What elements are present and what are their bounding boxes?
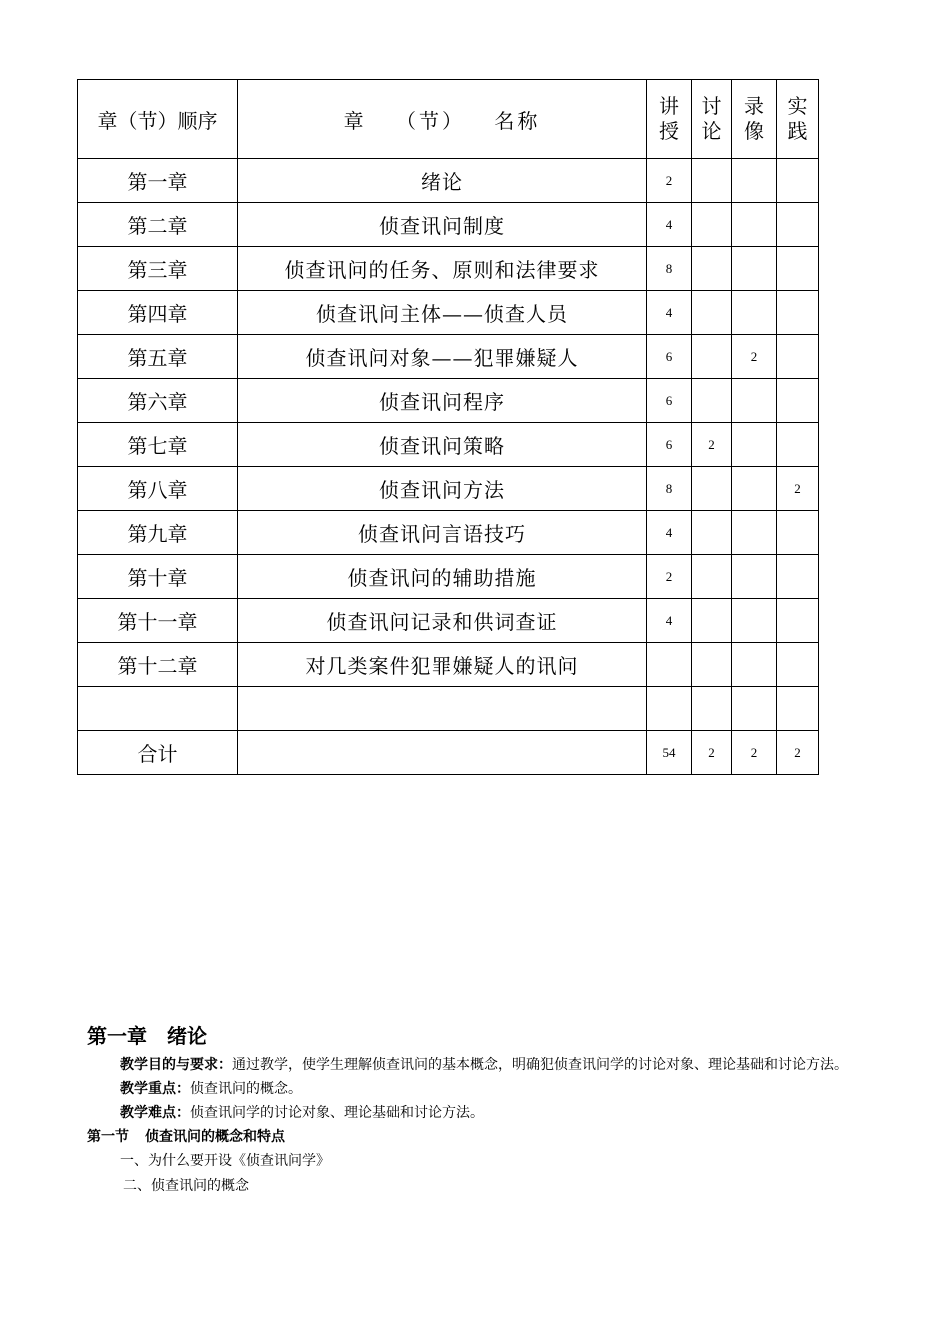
cell-lecture-hours: 4 — [647, 291, 692, 335]
cell-discussion-hours — [692, 379, 732, 423]
cell-chapter-name: 侦查讯问记录和供词查证 — [238, 599, 647, 643]
table-row — [78, 247, 819, 291]
header-lecture: 讲 授 — [647, 80, 692, 159]
cell-lecture-hours — [647, 687, 692, 731]
cell-video-hours — [732, 159, 777, 203]
table-body — [78, 159, 819, 775]
table-row — [78, 423, 819, 467]
cell-video-hours — [732, 467, 777, 511]
table-row — [78, 511, 819, 555]
header-video: 录 像 — [732, 80, 777, 159]
teaching-objectives: 教学目的与要求：通过教学，使学生理解侦查讯问的基本概念，明确犯侦查讯问学的讨论对象、理论基础和讨论方法。 — [120, 1057, 848, 1073]
header-name: 章 （节） 名称 — [238, 80, 647, 159]
table-row — [78, 467, 819, 511]
teaching-difficulties: 教学难点：侦查讯问学的讨论对象、理论基础和讨论方法。 — [120, 1105, 484, 1121]
teaching-key-points: 教学重点：侦查讯问的概念。 — [120, 1081, 302, 1097]
cell-lecture-hours: 6 — [647, 335, 692, 379]
header-practice: 实 践 — [777, 80, 819, 159]
cell-chapter-name — [238, 687, 647, 731]
cell-chapter-order: 第五章 — [78, 335, 238, 379]
cell-discussion-hours — [692, 643, 732, 687]
cell-chapter-name: 侦查讯问策略 — [238, 423, 647, 467]
cell-practice-hours: 2 — [777, 467, 819, 511]
chapter-heading — [87, 1020, 877, 1049]
table-row — [78, 159, 819, 203]
cell-lecture-hours: 4 — [647, 511, 692, 555]
table-row — [78, 731, 819, 775]
header-order: 章（节）顺序 — [78, 80, 238, 159]
cell-practice-hours — [777, 511, 819, 555]
cell-practice-hours — [777, 291, 819, 335]
cell-chapter-order: 第八章 — [78, 467, 238, 511]
cell-discussion-hours: 2 — [692, 731, 732, 775]
cell-practice-hours — [777, 643, 819, 687]
cell-discussion-hours — [692, 555, 732, 599]
cell-video-hours — [732, 555, 777, 599]
cell-practice-hours — [777, 203, 819, 247]
cell-discussion-hours — [692, 159, 732, 203]
cell-lecture-hours: 4 — [647, 203, 692, 247]
cell-chapter-order: 第七章 — [78, 423, 238, 467]
table-row — [78, 687, 819, 731]
cell-chapter-order: 第十二章 — [78, 643, 238, 687]
cell-discussion-hours — [692, 599, 732, 643]
cell-chapter-name: 侦查讯问程序 — [238, 379, 647, 423]
cell-chapter-name: 侦查讯问对象——犯罪嫌疑人 — [238, 335, 647, 379]
table-row — [78, 291, 819, 335]
cell-practice-hours — [777, 687, 819, 731]
cell-video-hours: 2 — [732, 731, 777, 775]
cell-video-hours — [732, 511, 777, 555]
cell-chapter-name: 绪论 — [238, 159, 647, 203]
cell-chapter-name: 侦查讯问的辅助措施 — [238, 555, 647, 599]
chapter-content — [87, 1020, 877, 1199]
cell-discussion-hours — [692, 467, 732, 511]
cell-chapter-order: 第十一章 — [78, 599, 238, 643]
cell-lecture-hours: 2 — [647, 159, 692, 203]
cell-chapter-order: 第一章 — [78, 159, 238, 203]
cell-chapter-name: 对几类案件犯罪嫌疑人的讯问 — [238, 643, 647, 687]
cell-chapter-name — [238, 731, 647, 775]
cell-practice-hours: 2 — [777, 731, 819, 775]
table-row — [78, 599, 819, 643]
table-header-row — [78, 80, 819, 159]
cell-practice-hours — [777, 247, 819, 291]
cell-chapter-name: 侦查讯问的任务、原则和法律要求 — [238, 247, 647, 291]
cell-chapter-name: 侦查讯问主体——侦查人员 — [238, 291, 647, 335]
table-row — [78, 555, 819, 599]
cell-lecture-hours: 8 — [647, 467, 692, 511]
cell-lecture-hours: 8 — [647, 247, 692, 291]
cell-chapter-order: 合计 — [78, 731, 238, 775]
table-row — [78, 379, 819, 423]
cell-discussion-hours — [692, 511, 732, 555]
cell-lecture-hours: 6 — [647, 379, 692, 423]
table-row — [78, 335, 819, 379]
cell-discussion-hours: 2 — [692, 423, 732, 467]
list-item: 一、为什么要开设《侦查讯问学》 — [120, 1153, 330, 1169]
cell-lecture-hours: 2 — [647, 555, 692, 599]
cell-video-hours: 2 — [732, 335, 777, 379]
cell-practice-hours — [777, 379, 819, 423]
cell-practice-hours — [777, 599, 819, 643]
cell-video-hours — [732, 291, 777, 335]
cell-chapter-order: 第二章 — [78, 203, 238, 247]
cell-video-hours — [732, 423, 777, 467]
cell-discussion-hours — [692, 291, 732, 335]
cell-lecture-hours: 4 — [647, 599, 692, 643]
cell-lecture-hours — [647, 643, 692, 687]
cell-video-hours — [732, 687, 777, 731]
header-discussion: 讨 论 — [692, 80, 732, 159]
cell-chapter-order: 第十章 — [78, 555, 238, 599]
cell-chapter-order: 第四章 — [78, 291, 238, 335]
cell-video-hours — [732, 643, 777, 687]
cell-discussion-hours — [692, 687, 732, 731]
cell-discussion-hours — [692, 335, 732, 379]
cell-chapter-order: 第六章 — [78, 379, 238, 423]
cell-video-hours — [732, 203, 777, 247]
cell-chapter-name: 侦查讯问制度 — [238, 203, 647, 247]
cell-video-hours — [732, 599, 777, 643]
cell-lecture-hours: 6 — [647, 423, 692, 467]
cell-practice-hours — [777, 159, 819, 203]
cell-video-hours — [732, 247, 777, 291]
cell-practice-hours — [777, 555, 819, 599]
chapter-title: 绪论 — [167, 1024, 207, 1048]
section-heading: 第一节 侦查讯问的概念和特点 — [87, 1129, 285, 1145]
syllabus-table — [77, 79, 819, 775]
list-item: 二、侦查讯问的概念 — [123, 1178, 249, 1194]
cell-chapter-name: 侦查讯问言语技巧 — [238, 511, 647, 555]
cell-practice-hours — [777, 335, 819, 379]
cell-lecture-hours: 54 — [647, 731, 692, 775]
cell-chapter-order: 第三章 — [78, 247, 238, 291]
table-row — [78, 643, 819, 687]
table-row — [78, 203, 819, 247]
chapter-number: 第一章 — [87, 1024, 147, 1048]
cell-video-hours — [732, 379, 777, 423]
cell-chapter-order: 第九章 — [78, 511, 238, 555]
cell-discussion-hours — [692, 203, 732, 247]
cell-discussion-hours — [692, 247, 732, 291]
cell-practice-hours — [777, 423, 819, 467]
cell-chapter-name: 侦查讯问方法 — [238, 467, 647, 511]
cell-chapter-order — [78, 687, 238, 731]
